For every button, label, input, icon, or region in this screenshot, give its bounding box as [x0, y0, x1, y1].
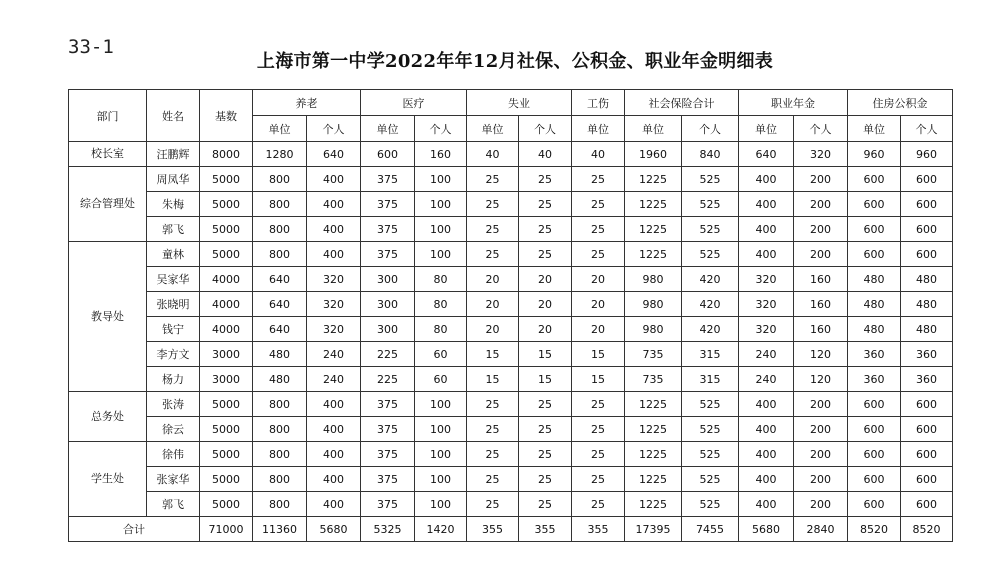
housing-unit-cell: 600	[848, 417, 901, 442]
injury-unit-cell: 40	[572, 142, 625, 167]
injury-unit-cell: 25	[572, 192, 625, 217]
pension-unit-cell: 640	[253, 292, 307, 317]
medical-unit-cell: 375	[361, 217, 415, 242]
unemployment-personal-cell: 25	[519, 242, 572, 267]
annuity-unit-cell: 400	[739, 192, 794, 217]
annuity-unit-cell: 400	[739, 217, 794, 242]
pension-personal-cell: 400	[307, 242, 361, 267]
medical-unit-cell: 300	[361, 267, 415, 292]
name-cell: 吴家华	[147, 267, 200, 292]
table-row	[69, 167, 953, 192]
unemployment-unit-cell: 25	[467, 242, 519, 267]
base-cell: 4000	[200, 292, 253, 317]
base-cell: 3000	[200, 367, 253, 392]
housing-unit-cell: 600	[848, 242, 901, 267]
medical-unit-cell: 300	[361, 317, 415, 342]
header-unit: 单位	[572, 116, 625, 142]
pension-unit-cell: 800	[253, 192, 307, 217]
annuity-personal-cell: 200	[794, 417, 848, 442]
unemployment-unit-cell: 20	[467, 317, 519, 342]
pension-unit-cell: 800	[253, 242, 307, 267]
base-cell: 5000	[200, 492, 253, 517]
annuity-unit-cell: 240	[739, 342, 794, 367]
housing-personal-cell: 600	[901, 467, 953, 492]
medical-personal-cell: 160	[415, 142, 467, 167]
injury-unit-cell: 25	[572, 167, 625, 192]
unemployment-personal-cell: 15	[519, 367, 572, 392]
unemployment-personal-cell: 40	[519, 142, 572, 167]
unemployment-unit-cell: 25	[467, 417, 519, 442]
unemployment-personal-cell: 15	[519, 342, 572, 367]
unemployment-personal-cell: 25	[519, 417, 572, 442]
housing-personal-cell: 480	[901, 292, 953, 317]
unemployment-unit-cell: 20	[467, 292, 519, 317]
unemployment-personal-cell: 25	[519, 192, 572, 217]
dept-cell: 综合管理处	[69, 167, 147, 242]
pension-personal-cell: 400	[307, 167, 361, 192]
unemployment-personal-cell: 20	[519, 267, 572, 292]
unemployment-unit-cell: 15	[467, 342, 519, 367]
unemployment-unit-cell: 25	[467, 217, 519, 242]
medical-personal-cell: 100	[415, 392, 467, 417]
pension-unit-cell: 800	[253, 442, 307, 467]
header-unit: 单位	[253, 116, 307, 142]
table-row	[69, 367, 953, 392]
table-row	[69, 442, 953, 467]
social-total-personal-cell: 525	[682, 492, 739, 517]
total-social-total-personal-cell: 7455	[682, 517, 739, 542]
name-cell: 徐云	[147, 417, 200, 442]
unemployment-unit-cell: 25	[467, 467, 519, 492]
dept-cell: 校长室	[69, 142, 147, 167]
pension-unit-cell: 640	[253, 267, 307, 292]
medical-unit-cell: 375	[361, 392, 415, 417]
social-total-unit-cell: 1225	[625, 242, 682, 267]
housing-personal-cell: 480	[901, 267, 953, 292]
unemployment-personal-cell: 25	[519, 167, 572, 192]
medical-personal-cell: 100	[415, 242, 467, 267]
unemployment-unit-cell: 25	[467, 167, 519, 192]
social-total-personal-cell: 420	[682, 317, 739, 342]
pension-unit-cell: 800	[253, 217, 307, 242]
pension-unit-cell: 800	[253, 467, 307, 492]
base-cell: 5000	[200, 192, 253, 217]
medical-unit-cell: 300	[361, 292, 415, 317]
injury-unit-cell: 25	[572, 392, 625, 417]
base-cell: 5000	[200, 442, 253, 467]
housing-personal-cell: 600	[901, 217, 953, 242]
base-cell: 5000	[200, 467, 253, 492]
annuity-unit-cell: 400	[739, 167, 794, 192]
annuity-unit-cell: 400	[739, 417, 794, 442]
annuity-personal-cell: 120	[794, 342, 848, 367]
social-total-personal-cell: 420	[682, 267, 739, 292]
pension-unit-cell: 800	[253, 417, 307, 442]
social-total-personal-cell: 525	[682, 242, 739, 267]
social-total-unit-cell: 980	[625, 317, 682, 342]
total-medical-personal-cell: 1420	[415, 517, 467, 542]
total-base-cell: 71000	[200, 517, 253, 542]
dept-cell: 总务处	[69, 392, 147, 442]
social-total-personal-cell: 525	[682, 467, 739, 492]
pension-personal-cell: 640	[307, 142, 361, 167]
total-medical-unit-cell: 5325	[361, 517, 415, 542]
annuity-personal-cell: 200	[794, 442, 848, 467]
social-total-personal-cell: 525	[682, 192, 739, 217]
medical-unit-cell: 375	[361, 467, 415, 492]
injury-unit-cell: 25	[572, 492, 625, 517]
table-row	[69, 142, 953, 167]
injury-unit-cell: 20	[572, 267, 625, 292]
pension-personal-cell: 240	[307, 367, 361, 392]
social-total-unit-cell: 1960	[625, 142, 682, 167]
medical-unit-cell: 375	[361, 167, 415, 192]
table-row	[69, 417, 953, 442]
pension-personal-cell: 400	[307, 392, 361, 417]
social-total-unit-cell: 1225	[625, 417, 682, 442]
name-cell: 汪鹏辉	[147, 142, 200, 167]
medical-unit-cell: 375	[361, 417, 415, 442]
header-row-1	[69, 90, 953, 116]
header-social-total: 社会保险合计	[625, 90, 739, 116]
name-cell: 周凤华	[147, 167, 200, 192]
annuity-unit-cell: 400	[739, 392, 794, 417]
medical-personal-cell: 100	[415, 217, 467, 242]
housing-unit-cell: 600	[848, 217, 901, 242]
unemployment-unit-cell: 25	[467, 442, 519, 467]
name-cell: 童林	[147, 242, 200, 267]
pension-personal-cell: 400	[307, 492, 361, 517]
pension-personal-cell: 400	[307, 217, 361, 242]
total-housing-personal-cell: 8520	[901, 517, 953, 542]
social-total-unit-cell: 1225	[625, 167, 682, 192]
social-total-unit-cell: 980	[625, 292, 682, 317]
housing-unit-cell: 360	[848, 342, 901, 367]
medical-personal-cell: 100	[415, 442, 467, 467]
pension-personal-cell: 400	[307, 417, 361, 442]
injury-unit-cell: 20	[572, 317, 625, 342]
base-cell: 5000	[200, 392, 253, 417]
housing-personal-cell: 600	[901, 167, 953, 192]
unemployment-unit-cell: 25	[467, 492, 519, 517]
unemployment-personal-cell: 20	[519, 317, 572, 342]
annuity-personal-cell: 160	[794, 267, 848, 292]
medical-personal-cell: 80	[415, 267, 467, 292]
name-cell: 张涛	[147, 392, 200, 417]
header-pension: 养老	[253, 90, 361, 116]
total-annuity-personal-cell: 2840	[794, 517, 848, 542]
header-personal: 个人	[519, 116, 572, 142]
table-row	[69, 317, 953, 342]
housing-unit-cell: 360	[848, 367, 901, 392]
injury-unit-cell: 25	[572, 467, 625, 492]
annuity-personal-cell: 200	[794, 492, 848, 517]
pension-unit-cell: 640	[253, 317, 307, 342]
injury-unit-cell: 15	[572, 367, 625, 392]
medical-personal-cell: 100	[415, 167, 467, 192]
housing-unit-cell: 480	[848, 317, 901, 342]
dept-cell: 学生处	[69, 442, 147, 517]
medical-personal-cell: 100	[415, 192, 467, 217]
social-total-unit-cell: 1225	[625, 442, 682, 467]
annuity-personal-cell: 200	[794, 217, 848, 242]
social-total-personal-cell: 420	[682, 292, 739, 317]
header-personal: 个人	[682, 116, 739, 142]
annuity-personal-cell: 320	[794, 142, 848, 167]
annuity-unit-cell: 640	[739, 142, 794, 167]
injury-unit-cell: 25	[572, 217, 625, 242]
injury-unit-cell: 20	[572, 292, 625, 317]
social-total-personal-cell: 525	[682, 392, 739, 417]
unemployment-personal-cell: 25	[519, 217, 572, 242]
social-total-personal-cell: 315	[682, 342, 739, 367]
medical-unit-cell: 225	[361, 367, 415, 392]
social-total-unit-cell: 735	[625, 342, 682, 367]
medical-unit-cell: 375	[361, 192, 415, 217]
table-row	[69, 242, 953, 267]
header-injury: 工伤	[572, 90, 625, 116]
annuity-unit-cell: 320	[739, 267, 794, 292]
name-cell: 钱宁	[147, 317, 200, 342]
table-row	[69, 392, 953, 417]
header-name: 姓名	[147, 90, 200, 142]
social-total-unit-cell: 1225	[625, 492, 682, 517]
total-pension-unit-cell: 11360	[253, 517, 307, 542]
social-total-personal-cell: 525	[682, 442, 739, 467]
annuity-personal-cell: 200	[794, 392, 848, 417]
medical-personal-cell: 100	[415, 417, 467, 442]
annuity-unit-cell: 400	[739, 492, 794, 517]
dept-cell: 教导处	[69, 242, 147, 392]
housing-unit-cell: 600	[848, 467, 901, 492]
header-unit: 单位	[361, 116, 415, 142]
table-row	[69, 342, 953, 367]
injury-unit-cell: 25	[572, 442, 625, 467]
medical-personal-cell: 60	[415, 367, 467, 392]
injury-unit-cell: 15	[572, 342, 625, 367]
document-code: 33-1	[68, 36, 114, 58]
base-cell: 3000	[200, 342, 253, 367]
name-cell: 郭飞	[147, 217, 200, 242]
unemployment-personal-cell: 25	[519, 442, 572, 467]
pension-unit-cell: 800	[253, 392, 307, 417]
social-total-unit-cell: 735	[625, 367, 682, 392]
medical-personal-cell: 100	[415, 492, 467, 517]
social-total-unit-cell: 1225	[625, 217, 682, 242]
housing-unit-cell: 600	[848, 167, 901, 192]
housing-personal-cell: 600	[901, 242, 953, 267]
medical-personal-cell: 100	[415, 467, 467, 492]
pension-personal-cell: 320	[307, 292, 361, 317]
annuity-unit-cell: 320	[739, 292, 794, 317]
name-cell: 张晓明	[147, 292, 200, 317]
medical-unit-cell: 225	[361, 342, 415, 367]
medical-unit-cell: 375	[361, 442, 415, 467]
social-total-personal-cell: 525	[682, 417, 739, 442]
header-personal: 个人	[307, 116, 361, 142]
unemployment-unit-cell: 15	[467, 367, 519, 392]
medical-personal-cell: 60	[415, 342, 467, 367]
housing-unit-cell: 960	[848, 142, 901, 167]
annuity-personal-cell: 200	[794, 167, 848, 192]
header-dept: 部门	[69, 90, 147, 142]
housing-unit-cell: 600	[848, 392, 901, 417]
annuity-personal-cell: 200	[794, 467, 848, 492]
header-medical: 医疗	[361, 90, 467, 116]
social-total-personal-cell: 525	[682, 167, 739, 192]
header-unemployment: 失业	[467, 90, 572, 116]
medical-unit-cell: 600	[361, 142, 415, 167]
base-cell: 5000	[200, 167, 253, 192]
pension-personal-cell: 240	[307, 342, 361, 367]
annuity-unit-cell: 320	[739, 317, 794, 342]
header-unit: 单位	[625, 116, 682, 142]
medical-unit-cell: 375	[361, 492, 415, 517]
table-row	[69, 217, 953, 242]
housing-unit-cell: 600	[848, 492, 901, 517]
housing-unit-cell: 600	[848, 192, 901, 217]
pension-unit-cell: 480	[253, 342, 307, 367]
pension-personal-cell: 400	[307, 192, 361, 217]
pension-personal-cell: 400	[307, 442, 361, 467]
unemployment-unit-cell: 40	[467, 142, 519, 167]
total-injury-unit-cell: 355	[572, 517, 625, 542]
pension-unit-cell: 1280	[253, 142, 307, 167]
name-cell: 李方文	[147, 342, 200, 367]
total-social-total-unit-cell: 17395	[625, 517, 682, 542]
total-pension-personal-cell: 5680	[307, 517, 361, 542]
annuity-personal-cell: 160	[794, 317, 848, 342]
table-row	[69, 292, 953, 317]
annuity-personal-cell: 200	[794, 242, 848, 267]
header-housing: 住房公积金	[848, 90, 953, 116]
social-total-personal-cell: 315	[682, 367, 739, 392]
social-total-unit-cell: 980	[625, 267, 682, 292]
base-cell: 4000	[200, 317, 253, 342]
header-base: 基数	[200, 90, 253, 142]
unemployment-personal-cell: 25	[519, 492, 572, 517]
medical-unit-cell: 375	[361, 242, 415, 267]
header-unit: 单位	[848, 116, 901, 142]
medical-personal-cell: 80	[415, 292, 467, 317]
name-cell: 徐伟	[147, 442, 200, 467]
header-unit: 单位	[739, 116, 794, 142]
housing-personal-cell: 600	[901, 492, 953, 517]
annuity-unit-cell: 400	[739, 242, 794, 267]
unemployment-personal-cell: 25	[519, 467, 572, 492]
unemployment-unit-cell: 25	[467, 392, 519, 417]
name-cell: 杨力	[147, 367, 200, 392]
pension-unit-cell: 800	[253, 167, 307, 192]
housing-unit-cell: 480	[848, 267, 901, 292]
housing-personal-cell: 600	[901, 392, 953, 417]
injury-unit-cell: 25	[572, 417, 625, 442]
total-housing-unit-cell: 8520	[848, 517, 901, 542]
table-row	[69, 267, 953, 292]
social-total-unit-cell: 1225	[625, 392, 682, 417]
total-annuity-unit-cell: 5680	[739, 517, 794, 542]
table-row	[69, 492, 953, 517]
insurance-table	[68, 89, 953, 542]
table-body	[69, 142, 953, 542]
unemployment-unit-cell: 20	[467, 267, 519, 292]
total-row	[69, 517, 953, 542]
base-cell: 5000	[200, 417, 253, 442]
annuity-unit-cell: 240	[739, 367, 794, 392]
header-unit: 单位	[467, 116, 519, 142]
housing-personal-cell: 360	[901, 367, 953, 392]
pension-unit-cell: 480	[253, 367, 307, 392]
unemployment-personal-cell: 25	[519, 392, 572, 417]
total-label: 合计	[69, 517, 200, 542]
base-cell: 5000	[200, 217, 253, 242]
unemployment-personal-cell: 20	[519, 292, 572, 317]
table-row	[69, 467, 953, 492]
name-cell: 郭飞	[147, 492, 200, 517]
housing-personal-cell: 960	[901, 142, 953, 167]
social-total-unit-cell: 1225	[625, 192, 682, 217]
total-unemployment-unit-cell: 355	[467, 517, 519, 542]
base-cell: 8000	[200, 142, 253, 167]
social-total-unit-cell: 1225	[625, 467, 682, 492]
pension-personal-cell: 400	[307, 467, 361, 492]
base-cell: 5000	[200, 242, 253, 267]
annuity-personal-cell: 200	[794, 192, 848, 217]
housing-personal-cell: 600	[901, 442, 953, 467]
social-total-personal-cell: 840	[682, 142, 739, 167]
unemployment-unit-cell: 25	[467, 192, 519, 217]
table-row	[69, 192, 953, 217]
medical-personal-cell: 80	[415, 317, 467, 342]
annuity-personal-cell: 120	[794, 367, 848, 392]
header-personal: 个人	[901, 116, 953, 142]
injury-unit-cell: 25	[572, 242, 625, 267]
housing-personal-cell: 480	[901, 317, 953, 342]
pension-personal-cell: 320	[307, 317, 361, 342]
page-title: 上海市第一中学2022年年12月社保、公积金、职业年金明细表	[256, 51, 774, 72]
housing-personal-cell: 600	[901, 192, 953, 217]
housing-personal-cell: 600	[901, 417, 953, 442]
pension-personal-cell: 320	[307, 267, 361, 292]
annuity-unit-cell: 400	[739, 467, 794, 492]
housing-personal-cell: 360	[901, 342, 953, 367]
social-total-personal-cell: 525	[682, 217, 739, 242]
header-annuity: 职业年金	[739, 90, 848, 116]
housing-unit-cell: 600	[848, 442, 901, 467]
name-cell: 朱梅	[147, 192, 200, 217]
header-personal: 个人	[415, 116, 467, 142]
total-unemployment-personal-cell: 355	[519, 517, 572, 542]
header-personal: 个人	[794, 116, 848, 142]
housing-unit-cell: 480	[848, 292, 901, 317]
annuity-unit-cell: 400	[739, 442, 794, 467]
name-cell: 张家华	[147, 467, 200, 492]
base-cell: 4000	[200, 267, 253, 292]
pension-unit-cell: 800	[253, 492, 307, 517]
annuity-personal-cell: 160	[794, 292, 848, 317]
